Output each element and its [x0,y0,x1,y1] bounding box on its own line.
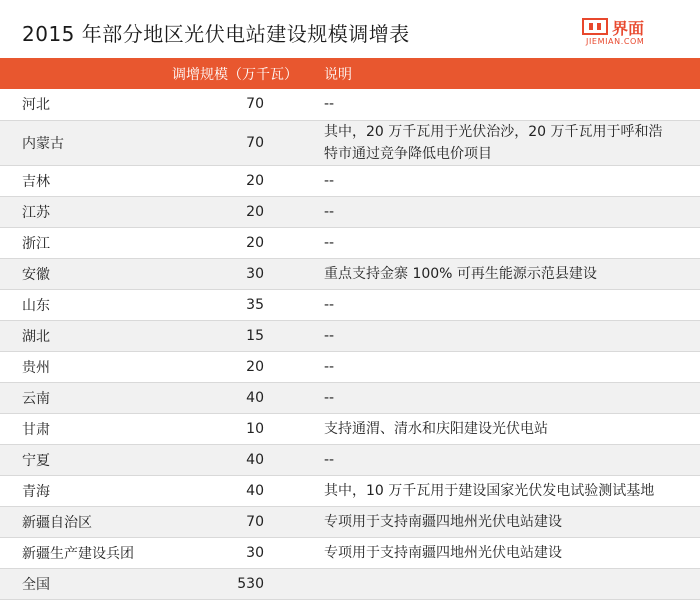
cell-region: 云南 [22,390,50,407]
cell-scale: 30 [246,265,264,282]
cell-note: -- [324,203,335,220]
column-header-region [0,58,170,89]
table-row [0,320,700,351]
cell-note: -- [324,96,335,113]
cell-scale: 70 [246,96,264,113]
cell-scale: 40 [246,389,264,406]
column-header-scale: 调增规模（万千瓦） [172,66,298,83]
cell-note: 专项用于支持南疆四地州光伏电站建设 [324,544,562,561]
table-row [0,444,700,475]
cell-scale: 35 [246,296,264,313]
cell-region: 河北 [22,97,50,114]
cell-note: 其中，10 万千瓦用于建设国家光伏发电试验测试基地 [324,482,655,499]
table-row [0,120,700,165]
data-table [0,58,700,600]
table-row [0,382,700,413]
logo-text-en: JIEMIAN.COM [586,37,645,46]
table-row [0,506,700,537]
cell-note: -- [324,327,335,344]
cell-region: 宁夏 [22,452,50,469]
page-header [0,0,700,58]
cell-scale: 20 [246,358,264,375]
jiemian-logo[interactable] [582,16,674,46]
table-row [0,475,700,506]
table-row [0,568,700,599]
cell-region: 内蒙古 [22,135,64,152]
cell-region: 安徽 [22,266,50,283]
cell-region: 全国 [22,576,50,593]
table-row [0,289,700,320]
table-header-row [0,58,700,89]
cell-region: 新疆自治区 [22,514,92,531]
logo-text-cn: 界面 [612,19,645,38]
cell-note: -- [324,172,335,189]
column-header-note: 说明 [324,66,352,83]
cell-scale: 10 [246,420,264,437]
table-row [0,413,700,444]
cell-scale: 20 [246,234,264,251]
cell-scale: 70 [246,134,264,151]
cell-note: -- [324,358,335,375]
table-body [0,89,700,599]
cell-region: 青海 [22,483,50,500]
cell-note: 重点支持金寨 100% 可再生能源示范县建设 [324,265,597,282]
cell-scale: 20 [246,172,264,189]
cell-region: 吉林 [22,173,50,190]
cell-region: 浙江 [22,235,50,252]
cell-region: 江苏 [22,204,50,221]
table-row [0,258,700,289]
table-row [0,351,700,382]
table-row [0,89,700,120]
cell-scale: 40 [246,451,264,468]
cell-note [310,568,700,599]
cell-scale: 70 [246,513,264,530]
cell-note: 专项用于支持南疆四地州光伏电站建设 [324,513,562,530]
cell-note: -- [324,296,335,313]
cell-region: 新疆生产建设兵团 [22,545,134,562]
cell-region: 贵州 [22,359,50,376]
logo-icon [582,18,608,35]
table-row [0,537,700,568]
table-header [0,58,700,89]
table-row [0,227,700,258]
cell-note: -- [324,234,335,251]
cell-scale: 530 [237,575,264,592]
cell-note: -- [324,389,335,406]
cell-note: -- [324,451,335,468]
cell-note: 支持通渭、清水和庆阳建设光伏电站 [324,420,548,437]
cell-scale: 15 [246,327,264,344]
cell-scale: 30 [246,544,264,561]
page-title: 2015 年部分地区光伏电站建设规模调增表 [22,22,410,46]
cell-region: 湖北 [22,328,50,345]
cell-note: 其中，20 万千瓦用于光伏治沙，20 万千瓦用于呼和浩特市通过竞争降低电价项目 [324,123,663,162]
cell-scale: 40 [246,482,264,499]
cell-region: 甘肃 [22,421,50,438]
cell-region: 山东 [22,297,50,314]
table-row [0,196,700,227]
table-row [0,165,700,196]
cell-scale: 20 [246,203,264,220]
